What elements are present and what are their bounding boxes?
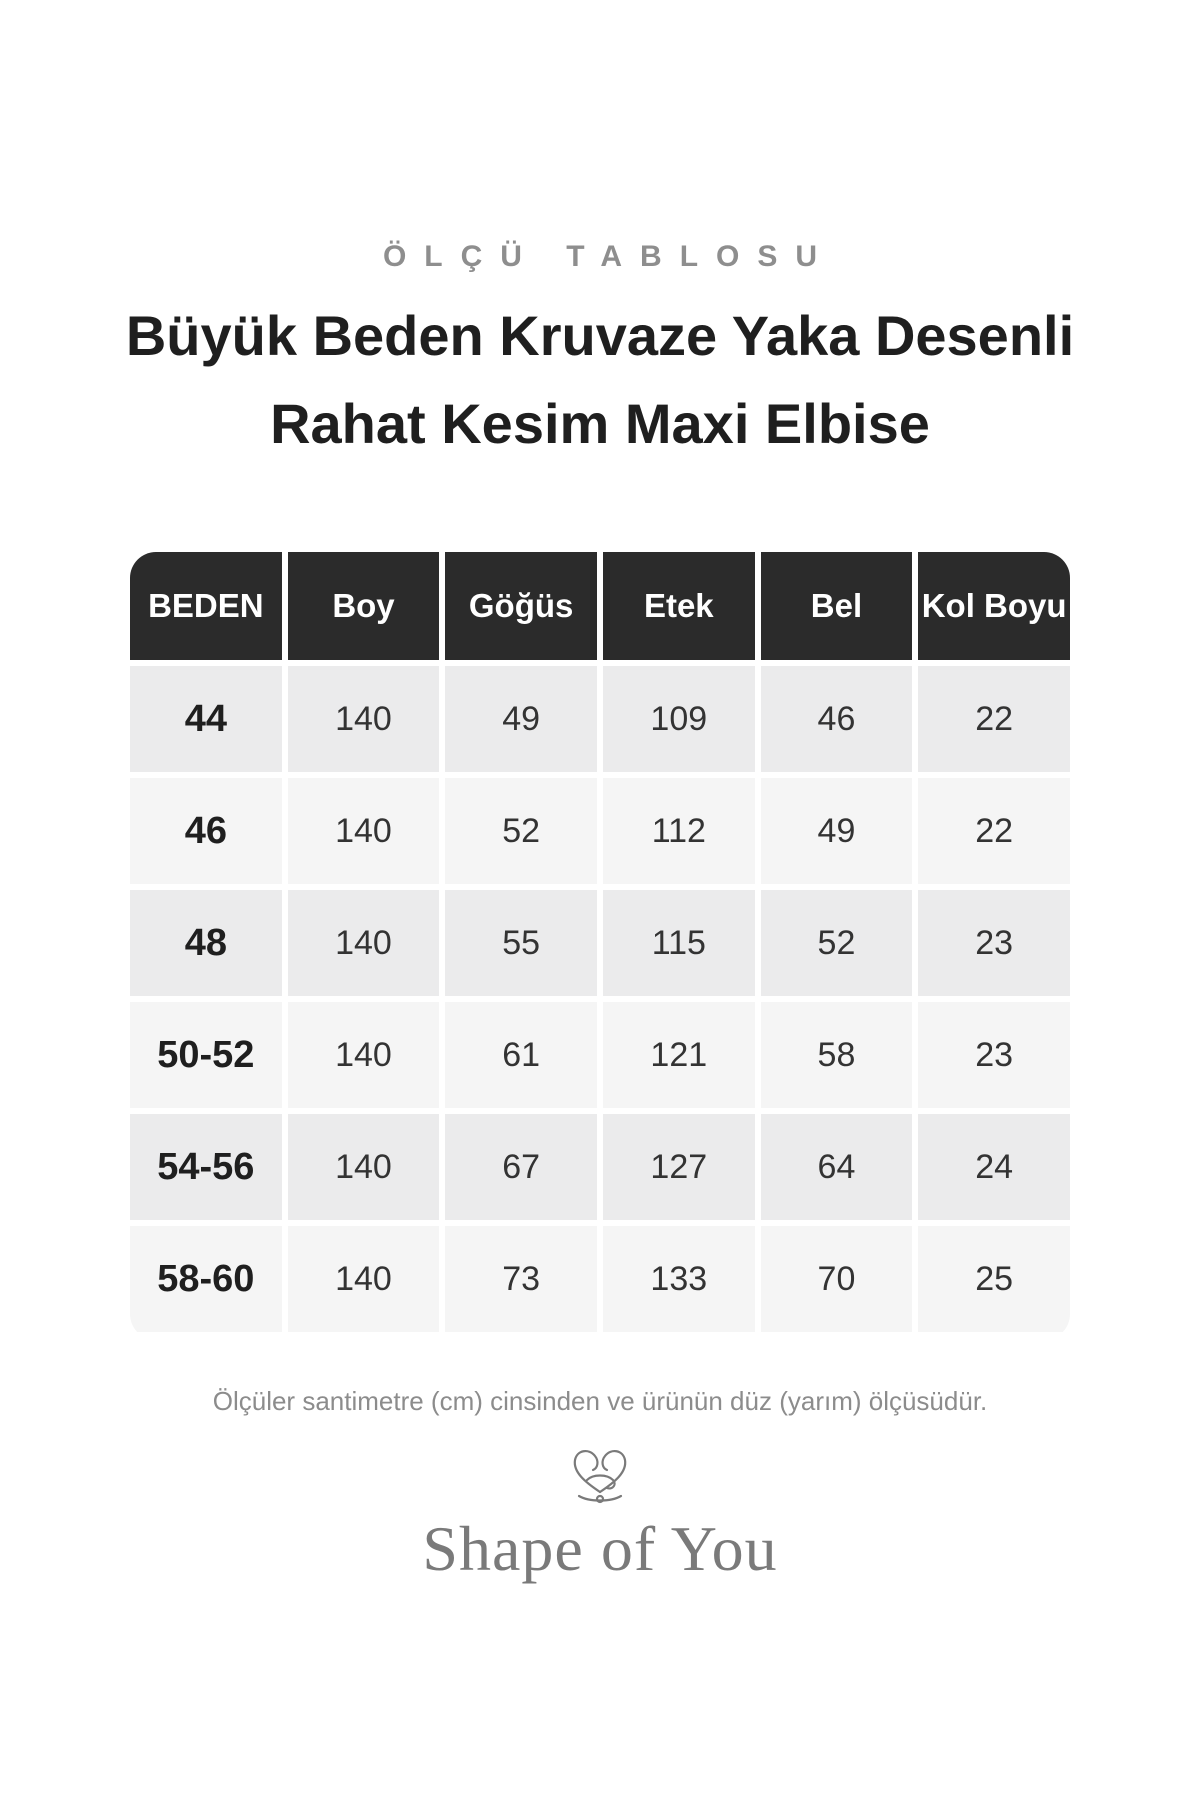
page-title: [100, 292, 1100, 468]
table-cell: 109: [603, 666, 755, 772]
size-cell: 54-56: [130, 1114, 282, 1220]
table-cell: 52: [445, 778, 597, 884]
table-cell: 64: [761, 1114, 913, 1220]
table-row: [130, 890, 1070, 996]
table-cell: 140: [288, 890, 440, 996]
table-cell: 73: [445, 1226, 597, 1332]
column-header-bel: Bel: [761, 552, 913, 660]
table-cell: 49: [761, 778, 913, 884]
table-cell: 25: [918, 1226, 1070, 1332]
title-line-1: Büyük Beden Kruvaze Yaka Desenli: [125, 304, 1075, 367]
title-line-2: Rahat Kesim Maxi Elbise: [270, 392, 930, 455]
table-row: [130, 666, 1070, 772]
column-header-etek: Etek: [603, 552, 755, 660]
table-cell: 67: [445, 1114, 597, 1220]
table-cell: 22: [918, 666, 1070, 772]
table-cell: 140: [288, 666, 440, 772]
table-cell: 127: [603, 1114, 755, 1220]
table-row: [130, 778, 1070, 884]
measurement-note: Ölçüler santimetre (cm) cinsinden ve ürünün düz (yarım) ölçüsüdür.: [212, 1386, 988, 1416]
size-cell: 58-60: [130, 1226, 282, 1332]
table-cell: 23: [918, 890, 1070, 996]
size-table-container: [130, 552, 1070, 1340]
table-cell: 140: [288, 1002, 440, 1108]
table-cell: 24: [918, 1114, 1070, 1220]
column-header-boy: Boy: [288, 552, 440, 660]
heart-swirl-icon: [565, 1444, 635, 1506]
table-cell: 112: [603, 778, 755, 884]
table-cell: 133: [603, 1226, 755, 1332]
brand-logo: [0, 1444, 1200, 1586]
table-cell: 22: [918, 778, 1070, 884]
table-cell: 49: [445, 666, 597, 772]
column-header-kol-boyu: Kol Boyu: [918, 552, 1070, 660]
size-table: [130, 552, 1070, 1338]
table-cell: 61: [445, 1002, 597, 1108]
table-cell: 140: [288, 1226, 440, 1332]
size-cell: 50-52: [130, 1002, 282, 1108]
table-cell: 23: [918, 1002, 1070, 1108]
table-row: [130, 1226, 1070, 1332]
table-cell: 115: [603, 890, 755, 996]
table-header-row: [130, 552, 1070, 660]
eyebrow-label: ÖLÇÜ TABLOSU: [382, 240, 836, 273]
table-cell: 55: [445, 890, 597, 996]
table-cell: 121: [603, 1002, 755, 1108]
table-cell: 52: [761, 890, 913, 996]
column-header-beden: BEDEN: [130, 552, 282, 660]
table-cell: 70: [761, 1226, 913, 1332]
table-cell: 140: [288, 778, 440, 884]
size-cell: 46: [130, 778, 282, 884]
table-row: [130, 1002, 1070, 1108]
brand-name: Shape of You: [422, 1513, 778, 1584]
size-cell: 44: [130, 666, 282, 772]
table-row: [130, 1114, 1070, 1220]
table-cell: 46: [761, 666, 913, 772]
table-cell: 140: [288, 1114, 440, 1220]
table-cell: 58: [761, 1002, 913, 1108]
column-header-gogus: Göğüs: [445, 552, 597, 660]
size-cell: 48: [130, 890, 282, 996]
